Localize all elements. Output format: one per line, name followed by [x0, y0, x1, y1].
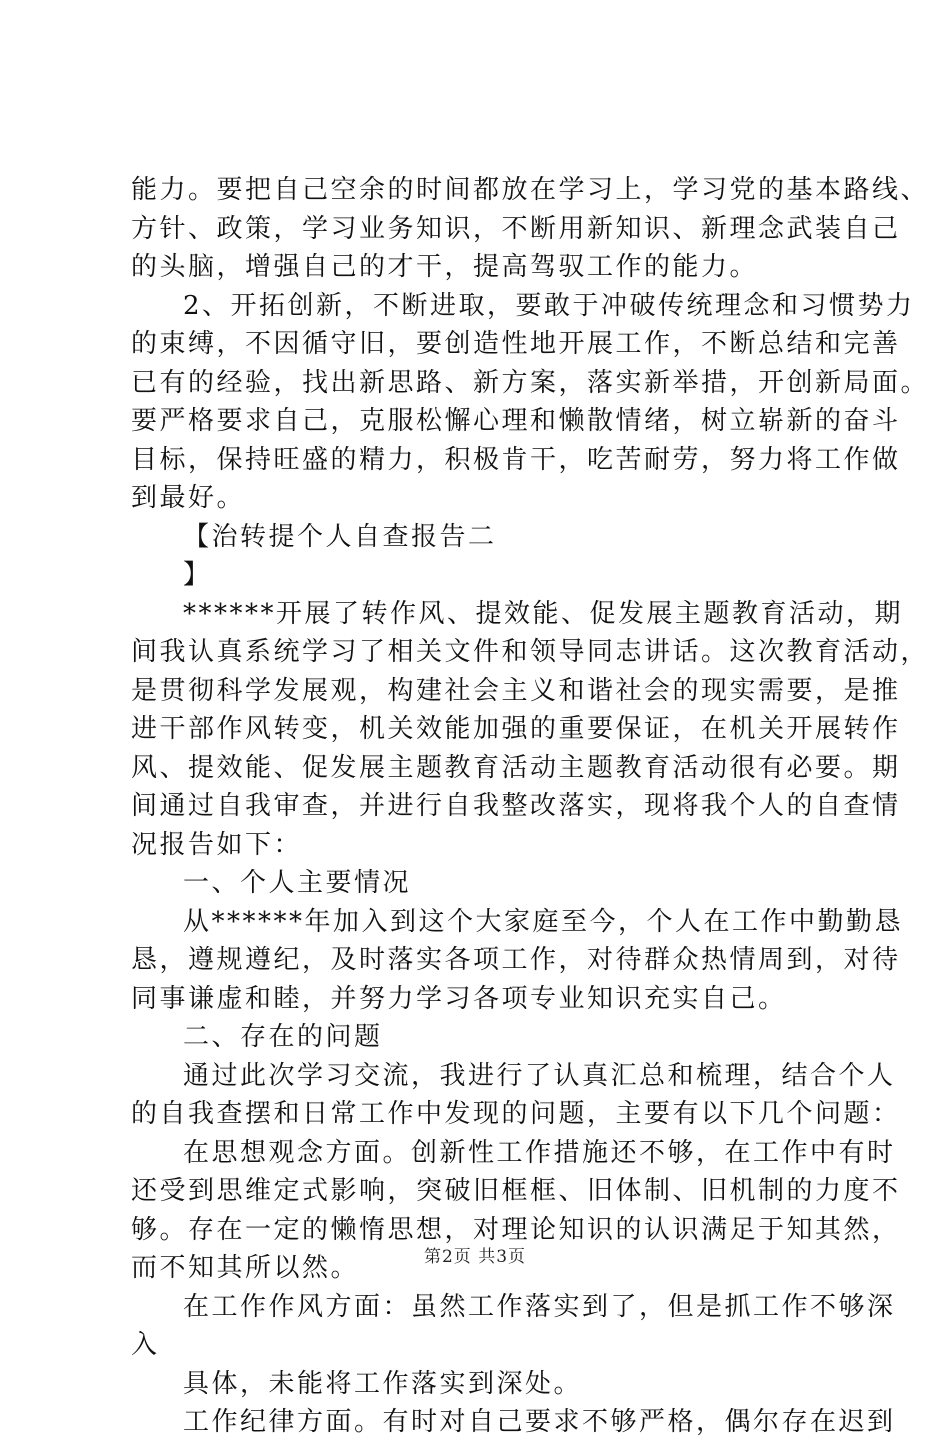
text-line: 同事谦虚和睦，并努力学习各项专业知识充实自己。: [131, 983, 787, 1014]
text-line: 进干部作风转变，机关效能加强的重要保证，在机关开展转作: [131, 714, 901, 744]
text-line: 二、存在的问题: [183, 1022, 383, 1052]
text-line: 况报告如下：: [131, 829, 303, 860]
text-line: 在思想观念方面。创新性工作措施还不够，在工作中有时: [183, 1137, 896, 1168]
text-line: 工作纪律方面。有时对自己要求不够严格，偶尔存在迟到: [183, 1407, 896, 1437]
text-line: 到最好。: [131, 483, 246, 513]
text-line: 的束缚，不因循守旧，要创造性地开展工作，不断总结和完善: [131, 329, 901, 359]
text-line: 已有的经验，找出新思路、新方案，落实新举措，开创新局面。: [131, 367, 930, 398]
text-line: 具体，未能将工作落实到深处。: [183, 1368, 583, 1399]
text-line: 2、开拓创新，不断进取，要敢于冲破传统理念和习惯势力: [183, 290, 915, 321]
text-line: 方针、政策，学习业务知识，不断用新知识、新理念武装自己: [131, 213, 901, 244]
text-line: 一、个人主要情况: [183, 868, 412, 898]
text-line: 在工作作风方面：虽然工作落实到了，但是抓工作不够深: [183, 1291, 896, 1322]
text-line: 目标，保持旺盛的精力，积极肯干，吃苦耐劳，努力将工作做: [131, 444, 901, 475]
text-line: 从******年加入到这个大家庭至今，个人在工作中勤勤恳: [183, 906, 904, 937]
text-line: 入: [131, 1330, 160, 1360]
page-footer: 第2页 共3页: [423, 1247, 527, 1267]
text-line: 通过此次学习交流，我进行了认真汇总和梳理，结合个人: [183, 1060, 896, 1091]
text-line: 恳，遵规遵纪，及时落实各项工作，对待群众热情周到，对待: [131, 945, 901, 975]
text-line: 【治转提个人自查报告二: [183, 521, 497, 552]
text-line: 的自我查摆和日常工作中发现的问题，主要有以下几个问题：: [131, 1099, 901, 1129]
text-line: 能力。要把自己空余的时间都放在学习上，学习党的基本路线、: [131, 175, 930, 205]
text-line: 】: [183, 560, 212, 590]
text-line: 风、提效能、促发展主题教育活动主题教育活动很有必要。期: [131, 752, 901, 783]
text-line: 间我认真系统学习了相关文件和领导同志讲话。这次教育活动，: [131, 637, 930, 667]
text-line: ******开展了转作风、提效能、促发展主题教育活动，期: [183, 598, 904, 629]
text-line: 的头脑，增强自己的才干，提高驾驭工作的能力。: [131, 252, 759, 282]
text-line: 间通过自我审查，并进行自我整改落实，现将我个人的自查情: [131, 791, 901, 821]
text-line: 还受到思维定式影响，突破旧框框、旧体制、旧机制的力度不: [131, 1176, 901, 1206]
text-line: 够。存在一定的懒惰思想，对理论知识的认识满足于知其然，: [131, 1214, 901, 1245]
text-line: 而不知其所以然。: [131, 1253, 360, 1283]
text-line: 是贯彻科学发展观，构建社会主义和谐社会的现实需要，是推: [131, 675, 901, 706]
text-line: 要严格要求自己，克服松懈心理和懒散情绪，树立崭新的奋斗: [131, 406, 901, 436]
